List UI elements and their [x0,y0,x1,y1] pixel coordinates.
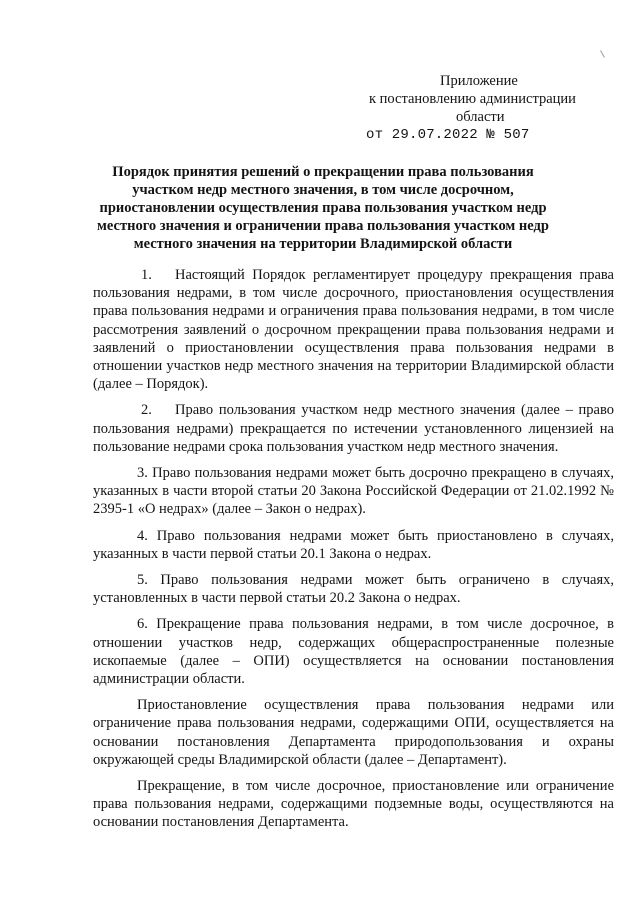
paragraph-number: 2. [141,402,152,419]
paragraph-3: 3. Право пользования недрами может быть досрочно прекращено в случаях, указанных в части второй статьи 20 Закона Российской Федерации от 21.02.1992 № 2395-1 «О недрах» (далее – Закон о недрах). [93,465,614,518]
resolution-reference: к постановлению администрации [369,91,576,107]
document-body [93,266,614,840]
appendix-label: Приложение [440,73,518,89]
paragraph-number: 1. [141,267,152,283]
paragraph-5: 5. Право пользования недрами может быть ограничено в случаях, установленных в части первой статьи 20.2 Закона о недрах. [93,572,614,607]
region-label: области [456,109,505,125]
paragraph-4: 4. Право пользования недрами может быть приостановлено в случаях, указанных в части первой статьи 20.1 Закона о недрах. [93,527,614,562]
resolution-date-number: от 29.07.2022 № 507 [366,127,530,143]
paragraph-1 [93,266,614,393]
paragraph-6-suspension: Приостановление осуществления права пользования недрами или ограничение права пользования недрами, содержащими ОПИ, осуществляется на основании постановления Департамента природопользования и охраны окружающей среды Владимирской области (далее – Департамент). [93,697,614,768]
paragraph-text: Право пользования участком недр местного значения (далее – право пользования недрами) прекращается по истечении установленного лицензией на пользование недрами срока пользования участком недр местного значения. [93,402,614,455]
paragraph-6: 6. Прекращение права пользования недрами, в том числе досрочное, в отношении участков недр, содержащих общераспространенные полезные ископаемые (далее – ОПИ) осуществляется на основании постановления администрации области. [93,616,614,688]
paragraph-text: Настоящий Порядок регламентирует процедуру прекращения права пользования недрами, в том числе досрочного, приостановления осуществления права пользования недрами и ограничения права пользования недрами, в том числе рассмотрения заявлений о досрочном прекращении права пользования недрами и заявлений о приостановлении осуществления права пользования недрами в отношении участков недр местного значения на территории Владимирской области (далее – Порядок). [93,267,614,393]
paragraph-2 [93,401,614,456]
scan-mark [600,50,605,57]
appendix-header [360,72,600,144]
paragraph-6-groundwater: Прекращение, в том числе досрочное, приостановление или ограничение права пользования недрами, содержащими подземные воды, осуществляются на основании постановления Департамента. [93,778,614,831]
document-title: Порядок принятия решений о прекращении права пользования участком недр местного значения, в том числе досрочном, приостановлении осуществления права пользования участком недр местного значения и ограничении права пользования участком недр местного значения на территории Владимирской области [97,164,549,252]
